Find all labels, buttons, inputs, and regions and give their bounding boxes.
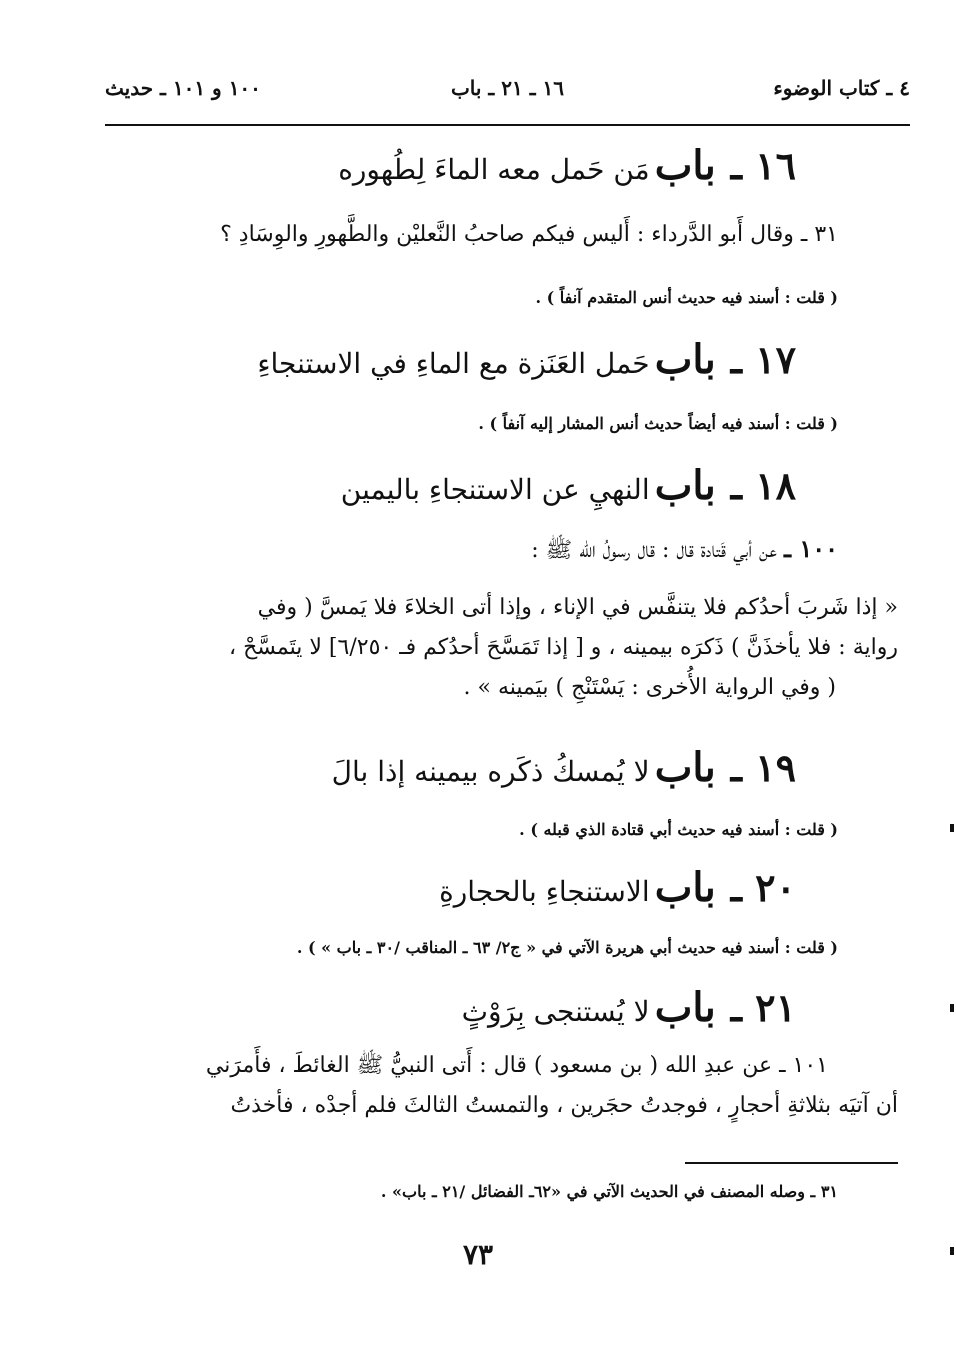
chapter-title: النهيِ عن الاستنجاءِ باليمين <box>340 473 650 506</box>
hadith-101-text <box>58 1046 898 1126</box>
hadith-number: ١٠٠ ـ <box>783 534 838 563</box>
chapter-heading-20 <box>439 864 796 911</box>
chapter-number: ١٩ ـ <box>730 745 796 790</box>
chapter-bab-word: باب <box>654 142 716 189</box>
chapter-bab-word: باب <box>654 744 716 791</box>
scan-edge-mark <box>950 1004 954 1012</box>
chapter-title: الاستنجاءِ بالحجارةِ <box>439 875 650 908</box>
chapter-bab-word: باب <box>654 864 716 911</box>
note-chapter-16: ( قلت : أسند فيه حديث أنس المتقدم آنفاً ) . <box>535 288 838 307</box>
scan-edge-mark <box>950 1247 954 1255</box>
chapter-heading-18 <box>341 462 796 509</box>
header-chapter-range: ١٦ ـ ٢١ ـ باب <box>450 76 565 100</box>
chapter-heading-17 <box>257 336 796 383</box>
hadith-line: ١٠١ ـ عن عبدِ الله ( بن مسعود ) قال : أَتى النبيُّ ﷺ الغائطَ ، فأَمرَني <box>205 1053 828 1078</box>
chapter-number: ٢١ ـ <box>730 985 796 1030</box>
chapter-heading-19 <box>332 744 796 791</box>
hadith-100-text <box>58 588 898 708</box>
header-rule <box>105 124 910 126</box>
scan-edge-mark <box>950 824 954 832</box>
hadith-intro-text: عن أبي قَتادة قال : قال رسولُ الله ﷺ : <box>531 538 777 563</box>
header-hadith-range: ١٠٠ و ١٠١ ـ حديث <box>105 76 261 100</box>
chapter-heading-21 <box>462 984 796 1031</box>
running-header <box>105 70 910 110</box>
hadith-line: « إذا شَربَ أحدُكم فلا يتنفَّس في الإناء ، وإذا أتى الخلاءَ فلا يَمسَّ ( وفي <box>257 595 898 620</box>
chapter-number: ١٨ ـ <box>730 463 796 508</box>
hadith-line: أن آتيَه بثلاثةِ أحجارٍ ، فوجدتُ حجَرين ، والتمستُ الثالثَ فلم أجدْه ، فأخذتُ <box>230 1093 898 1118</box>
chapter-bab-word: باب <box>654 984 716 1031</box>
chapter-bab-word: باب <box>654 462 716 509</box>
note-chapter-19: ( قلت : أسند فيه حديث أبي قتادة الذي قبله ) . <box>519 820 838 839</box>
header-book-title: ٤ ـ كتاب الوضوء <box>773 76 910 100</box>
chapter-title: حَمل العَنَزة مع الماءِ في الاستنجاءِ <box>257 347 650 380</box>
footnote-rule <box>685 1162 898 1164</box>
chapter-title: مَن حَمل معه الماءَ لِطُهوره <box>338 153 650 186</box>
note-chapter-17: ( قلت : أسند فيه أيضاً حديث أنس المشار إليه آنفاً ) . <box>478 414 838 433</box>
page-number: ٧٣ <box>462 1238 494 1271</box>
note-chapter-20: ( قلت : أسند فيه حديث أبي هريرة الآتي في « ج٢/ ٦٣ ـ المناقب /٣٠ ـ باب » ) . <box>296 938 838 957</box>
hadith-line: رواية : فلا يأخذَنَّ ) ذَكرَه بيمينه ، و [ إذا تَمَسَّحَ أحدُكم فـ ٦/٢٥٠] لا يتَمسَّحْ ، <box>229 635 898 660</box>
athar-31: ٣١ ـ وقال أَبو الدَّرداء : أَليس فيكم صاحبُ النَّعليْن والطَّهورِ والوِسَادِ ؟ <box>220 222 838 247</box>
hadith-100-intro <box>531 534 838 568</box>
chapter-heading-16 <box>338 142 796 189</box>
hadith-line: ( وفي الرواية الأُخرى : يَسْتَنْجِ ) بيَمينه » . <box>463 675 836 700</box>
chapter-title: لا يُستنجى بِرَوْثٍ <box>461 995 650 1028</box>
chapter-number: ٢٠ ـ <box>730 865 796 910</box>
chapter-bab-word: باب <box>654 336 716 383</box>
chapter-number: ١٦ ـ <box>730 143 796 188</box>
chapter-number: ١٧ ـ <box>730 337 796 382</box>
footnote-31: ٣١ ـ وصله المصنف في الحديث الآتي في «٦٢ـ الفضائل /٢١ ـ باب» . <box>380 1182 838 1201</box>
chapter-title: لا يُمسكُ ذكَره بيمينه إذا بالَ <box>331 755 650 788</box>
